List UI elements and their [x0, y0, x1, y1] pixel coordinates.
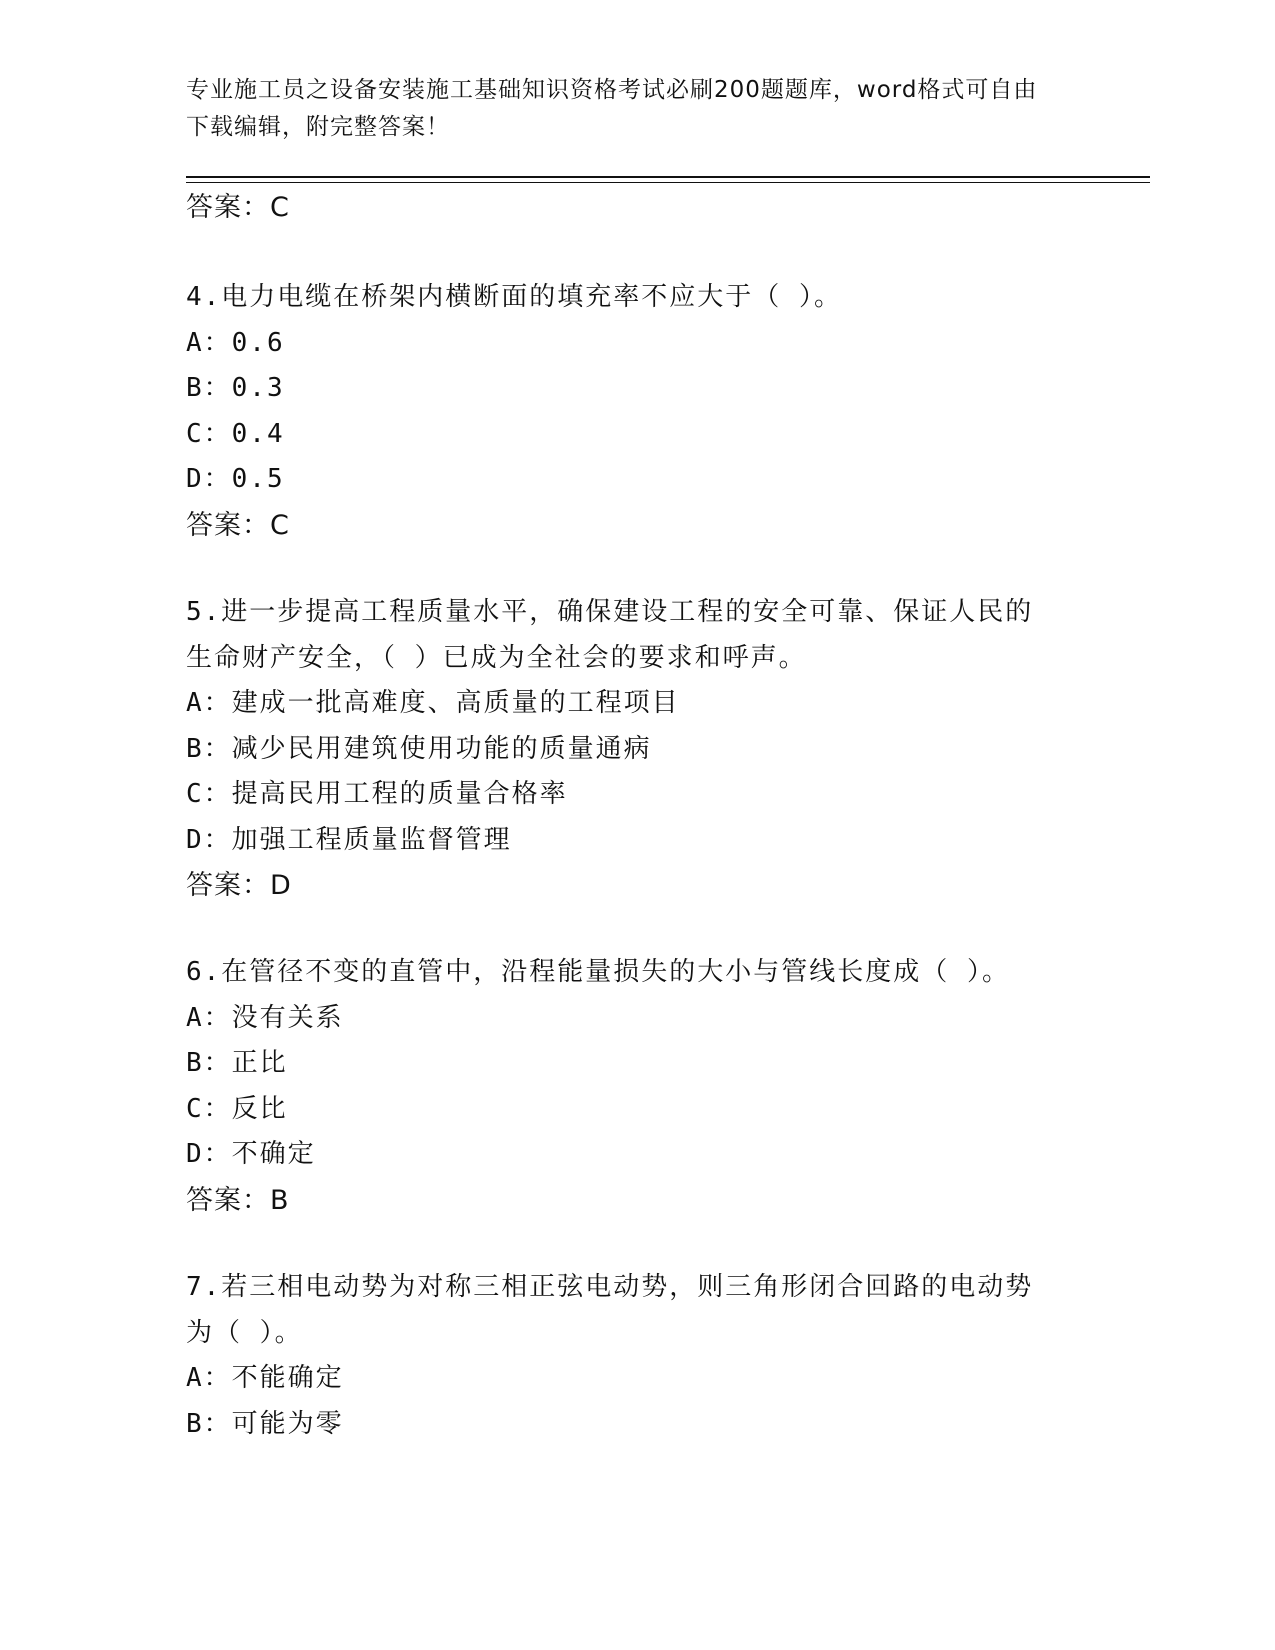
question-text: 4.电力电缆在桥架内横断面的填充率不应大于（ ）。	[186, 282, 842, 312]
question-3-tail	[186, 185, 1086, 231]
answer-line: 答案：C	[186, 509, 290, 541]
option-b: B：正比	[186, 1048, 288, 1078]
option-b: B：可能为零	[186, 1408, 344, 1439]
option-a: A：没有关系	[186, 1002, 344, 1033]
option-a: A：建成一批高难度、高质量的工程项目	[186, 688, 680, 718]
question-text-line-2: 生命财产安全，（ ）已成为全社会的要求和呼声。	[186, 642, 807, 673]
option-c: C：0.4	[186, 418, 285, 449]
answer-line: 答案：C	[186, 192, 290, 223]
question-7	[186, 1265, 1086, 1447]
header-divider	[186, 176, 1150, 178]
option-b: B：减少民用建筑使用功能的质量通病	[186, 733, 652, 764]
option-b: B：0.3	[186, 373, 285, 403]
question-5	[186, 590, 1086, 909]
question-text-line-1: 5.进一步提高工程质量水平，确保建设工程的安全可靠、保证人民的	[186, 597, 1034, 627]
question-text-line-2: 为（ ）。	[186, 1317, 303, 1348]
option-c: C：提高民用工程的质量合格率	[186, 779, 568, 809]
option-d: D：0.5	[186, 464, 285, 494]
option-d: D：加强工程质量监督管理	[186, 824, 512, 855]
header-divider-thin	[186, 182, 1150, 183]
question-text: 6.在管径不变的直管中，沿程能量损失的大小与管线长度成（ ）。	[186, 957, 1010, 987]
question-text-line-1: 7.若三相电动势为对称三相正弦电动势，则三角形闭合回路的电动势	[186, 1272, 1034, 1302]
header-line-2: 下载编辑，附完整答案！	[186, 114, 450, 140]
option-a: A：不能确定	[186, 1363, 344, 1393]
answer-line: 答案：D	[186, 870, 292, 901]
answer-line: 答案：B	[186, 1184, 290, 1216]
question-6	[186, 950, 1086, 1223]
option-a: A：0.6	[186, 327, 285, 358]
option-d: D：不确定	[186, 1139, 316, 1169]
question-4	[186, 275, 1086, 548]
header-line-1: 专业施工员之设备安装施工基础知识资格考试必刷200题题库，word格式可自由	[186, 77, 1038, 103]
document-header	[186, 72, 1086, 146]
option-c: C：反比	[186, 1093, 288, 1124]
